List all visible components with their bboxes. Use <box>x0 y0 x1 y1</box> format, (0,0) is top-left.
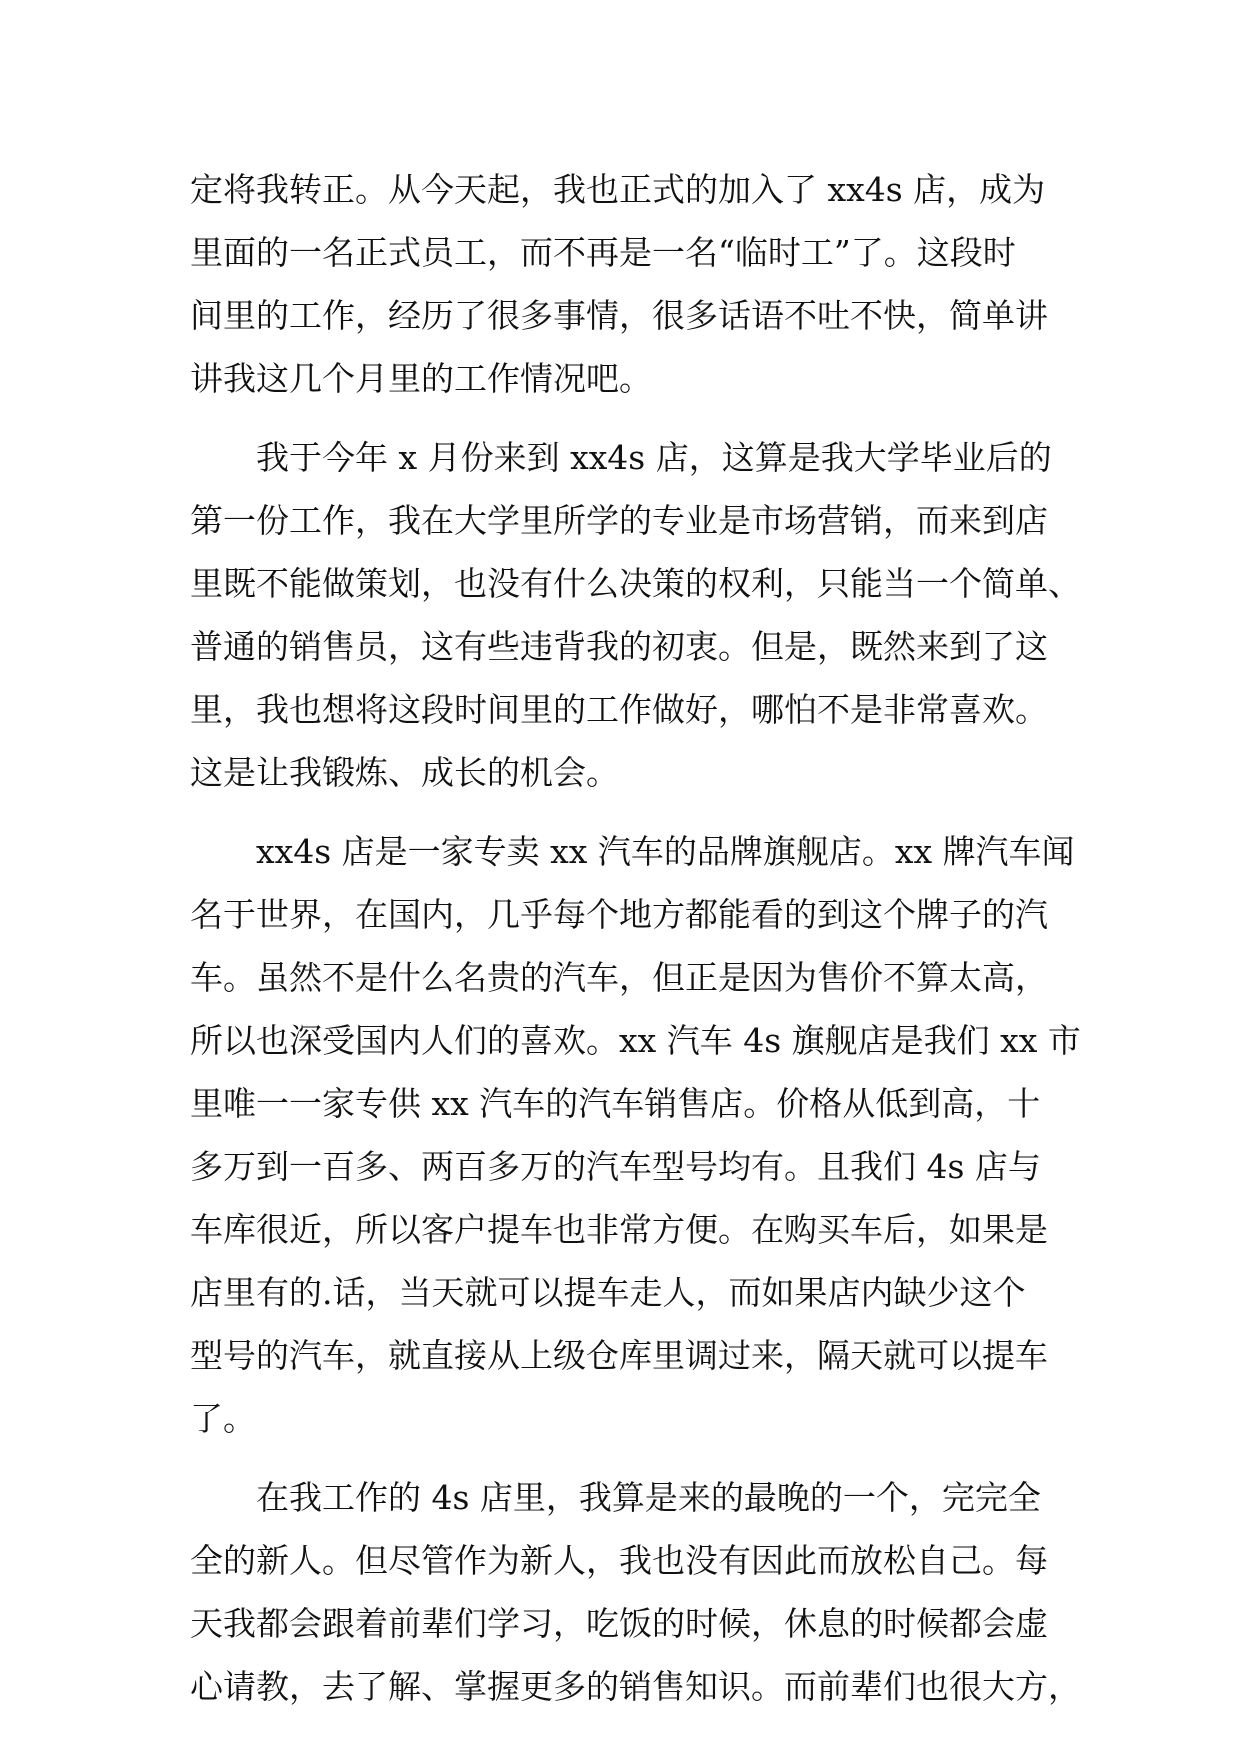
paragraph-line: 在我工作的 4s 店里，我算是来的最晚的一个，完完全 <box>256 1478 1041 1517</box>
paragraph-line: 车。虽然不是什么名贵的汽车，但正是因为售价不算太高， <box>190 958 1048 997</box>
paragraph-line: 我于今年 x 月份来到 xx4s 店，这算是我大学毕业后的 <box>256 438 1052 477</box>
paragraph-line: 里，我也想将这段时间里的工作做好，哪怕不是非常喜欢。 <box>190 690 1048 729</box>
paragraph-line: 车库很近，所以客户提车也非常方便。在购买车后，如果是 <box>190 1210 1048 1249</box>
paragraph-line: 讲我这几个月里的工作情况吧。 <box>190 359 652 398</box>
paragraph-3 <box>190 820 1090 1450</box>
paragraph-line: 第一份工作，我在大学里所学的专业是市场营销，而来到店 <box>190 501 1048 540</box>
paragraph-line: 这是让我锻炼、成长的机会。 <box>190 753 619 792</box>
paragraph-2 <box>190 426 1090 804</box>
paragraph-line: 天我都会跟着前辈们学习，吃饭的时候，休息的时候都会虚 <box>190 1604 1048 1643</box>
paragraph-gap <box>190 1450 1090 1466</box>
paragraph-line: 定将我转正。从今天起，我也正式的加入了 xx4s 店，成为 <box>190 170 1046 209</box>
paragraph-line: 所以也深受国内人们的喜欢。xx 汽车 4s 旗舰店是我们 xx 市 <box>190 1021 1081 1060</box>
paragraph-line: 型号的汽车，就直接从上级仓库里调过来，隔天就可以提车 <box>190 1336 1048 1375</box>
paragraph-line: 心请教，去了解、掌握更多的销售知识。而前辈们也很大方， <box>190 1667 1081 1706</box>
paragraph-line: 普通的销售员，这有些违背我的初衷。但是，既然来到了这 <box>190 627 1048 666</box>
paragraph-gap <box>190 804 1090 820</box>
paragraph-line: 店里有的.话，当天就可以提车走人，而如果店内缺少这个 <box>190 1273 1026 1312</box>
paragraph-line: 里面的一名正式员工，而不再是一名“临时工”了。这段时 <box>190 233 1016 272</box>
paragraph-line: xx4s 店是一家专卖 xx 汽车的品牌旗舰店。xx 牌汽车闻 <box>256 832 1075 871</box>
paragraph-line: 多万到一百多、两百多万的汽车型号均有。且我们 4s 店与 <box>190 1147 1041 1186</box>
paragraph-line: 名于世界，在国内，几乎每个地方都能看的到这个牌子的汽 <box>190 895 1048 934</box>
paragraph-line: 里唯一一家专供 xx 汽车的汽车销售店。价格从低到高，十 <box>190 1084 1041 1123</box>
paragraph-line: 间里的工作，经历了很多事情，很多话语不吐不快，简单讲 <box>190 296 1048 335</box>
paragraph-line: 了。 <box>190 1399 256 1438</box>
paragraph-4 <box>190 1466 1090 1718</box>
paragraph-1 <box>190 158 1090 410</box>
paragraph-line: 里既不能做策划，也没有什么决策的权利，只能当一个简单、 <box>190 564 1081 603</box>
paragraph-gap <box>190 410 1090 426</box>
document-body <box>190 158 1090 1718</box>
paragraph-line: 全的新人。但尽管作为新人，我也没有因此而放松自己。每 <box>190 1541 1048 1580</box>
